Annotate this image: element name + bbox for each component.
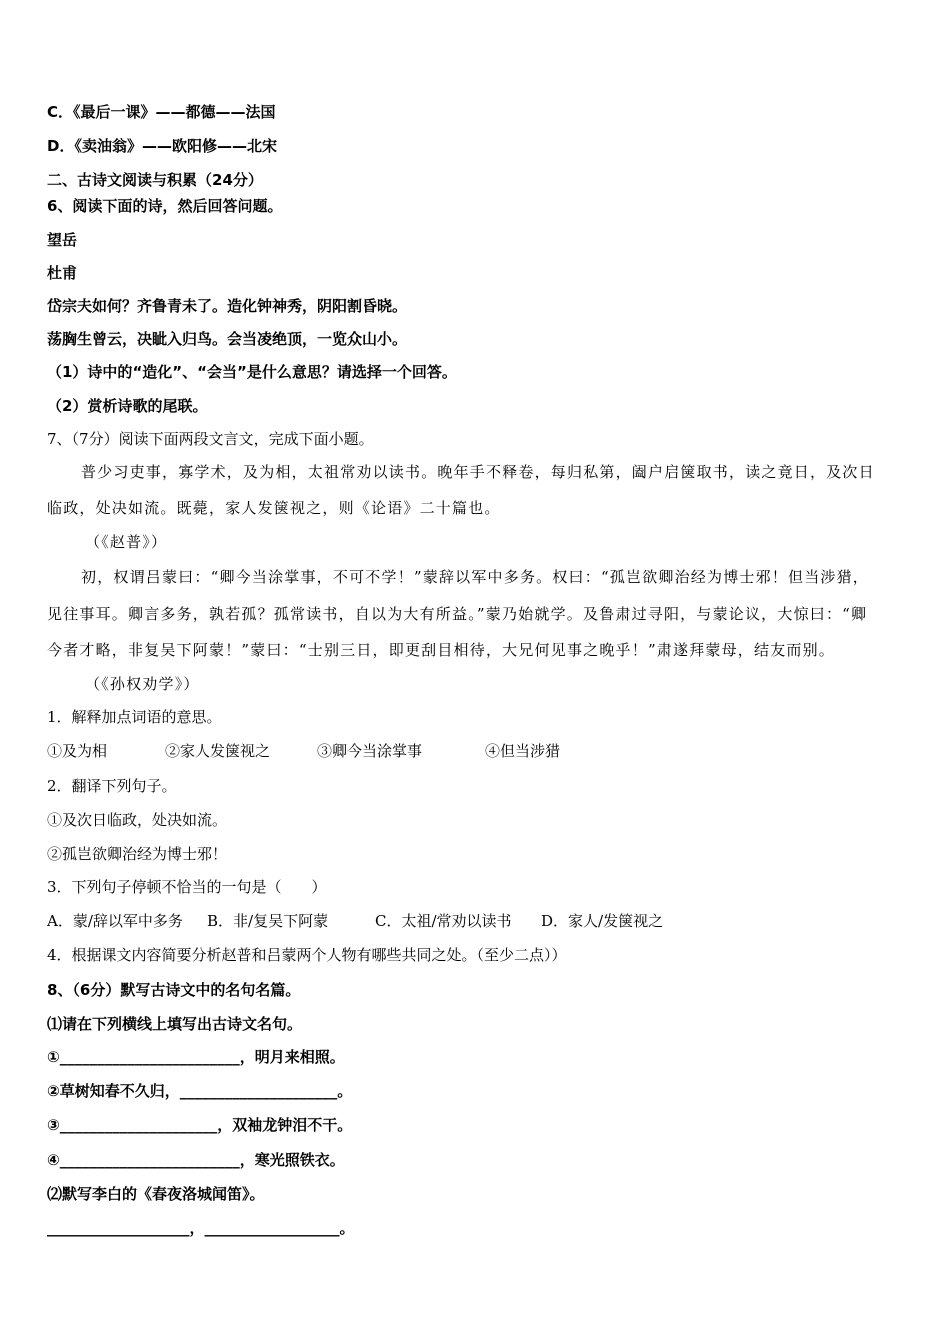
q3-option: C．太祖/常劝以读书 (375, 912, 512, 930)
section-heading: 二、古诗文阅读与积累（24分） (47, 171, 263, 189)
fill-blank-3[interactable]: ③_____________________，双袖龙钟泪不干。 (47, 1116, 353, 1134)
poem-title: 望岳 (47, 231, 78, 249)
q7-q2-a: ①及次日临政，处决如流。 (47, 811, 228, 829)
q7-q1: 1．解释加点词语的意思。 (47, 708, 222, 726)
poem-line-2: 荡胸生曾云，决眦入归鸟。会当凌绝顶，一览众山小。 (47, 330, 408, 348)
passage2-line-3: 今者才略，非复吴下阿蒙！”蒙曰：“士别三日，即更刮目相待，大兄何见事之晚乎！”肃遂拜蒙母，结友而别。 (47, 641, 836, 659)
q1-item: ④但当涉猎 (485, 742, 561, 760)
poem-author: 杜甫 (47, 264, 78, 282)
fill-blank-4[interactable]: ④________________________，寒光照铁衣。 (47, 1151, 345, 1169)
q7-q2-b: ②孤岂欲卿治经为博士邪！ (47, 845, 228, 863)
passage1-line-2: 临政，处决如流。既薨，家人发箧视之，则《论语》二十篇也。 (47, 499, 501, 517)
option-d: D．《卖油翁》——欧阳修——北宋 (47, 137, 277, 155)
q1-item: ③卿今当涂掌事 (317, 742, 423, 760)
q7-q3: 3．下列句子停顿不恰当的一句是（ ） (47, 878, 327, 896)
q3-option: B．非/复吴下阿蒙 (207, 912, 329, 930)
option-c: C．《最后一课》——都德——法国 (47, 103, 276, 121)
q1-item: ②家人发箧视之 (165, 742, 271, 760)
fill-blank-5[interactable]: ___________________，__________________。 (47, 1219, 355, 1237)
q7-q2: 2．翻译下列句子。 (47, 777, 177, 795)
passage2-line-1: 初，权谓吕蒙曰：“卿今当涂掌事，不可不学！”蒙辞以军中多务。权曰：“孤岂欲卿治经为博士邪！但当涉猎， (81, 568, 870, 586)
q7-prompt: 7、（7分）阅读下面两段文言文，完成下面小题。 (47, 430, 374, 448)
q6-prompt: 6、阅读下面的诗，然后回答问题。 (47, 197, 283, 215)
poem-line-1: 岱宗夫如何？齐鲁青未了。造化钟神秀，阴阳割昏晓。 (47, 297, 408, 315)
passage1-line-1: 普少习吏事，寡学术，及为相，太祖常劝以读书。晚年手不释卷，每归私第，阖户启箧取书，读之竟日，及次日 (81, 463, 875, 481)
passage1-source: （《赵普》） (85, 533, 168, 551)
q3-option: A．蒙/辞以军中多务 (47, 912, 183, 930)
fill-blank-2[interactable]: ②草树知春不久归，_____________________。 (47, 1082, 353, 1100)
q8-sub-1: ⑴请在下列横线上填写出古诗文名句。 (47, 1015, 303, 1033)
passage2-line-2: 见往事耳。卿言多务，孰若孤？孤常读书，自以为大有所益。”蒙乃始就学。及鲁肃过寻阳，与蒙论议，大惊曰：“卿 (47, 605, 868, 623)
passage2-source: （《孙权劝学》） (85, 675, 200, 693)
q7-q4: 4．根据课文内容简要分析赵普和吕蒙两个人物有哪些共同之处。（至少二点）） (47, 946, 567, 964)
q1-item: ①及为相 (47, 742, 108, 760)
q3-option: D．家人/发箧视之 (541, 912, 664, 930)
q7-q1-items (47, 741, 560, 761)
q8-sub-2: ⑵默写李白的《春夜洛城闻笛》。 (47, 1185, 265, 1203)
q6-sub-1: （1）诗中的“造化”、“会当”是什么意思？请选择一个回答。 (47, 363, 457, 381)
fill-blank-1[interactable]: ①________________________，明月来相照。 (47, 1048, 345, 1066)
q7-q3-options (47, 911, 663, 931)
q8-prompt: 8、（6分）默写古诗文中的名句名篇。 (47, 981, 301, 999)
q6-sub-2: （2）赏析诗歌的尾联。 (47, 397, 208, 415)
